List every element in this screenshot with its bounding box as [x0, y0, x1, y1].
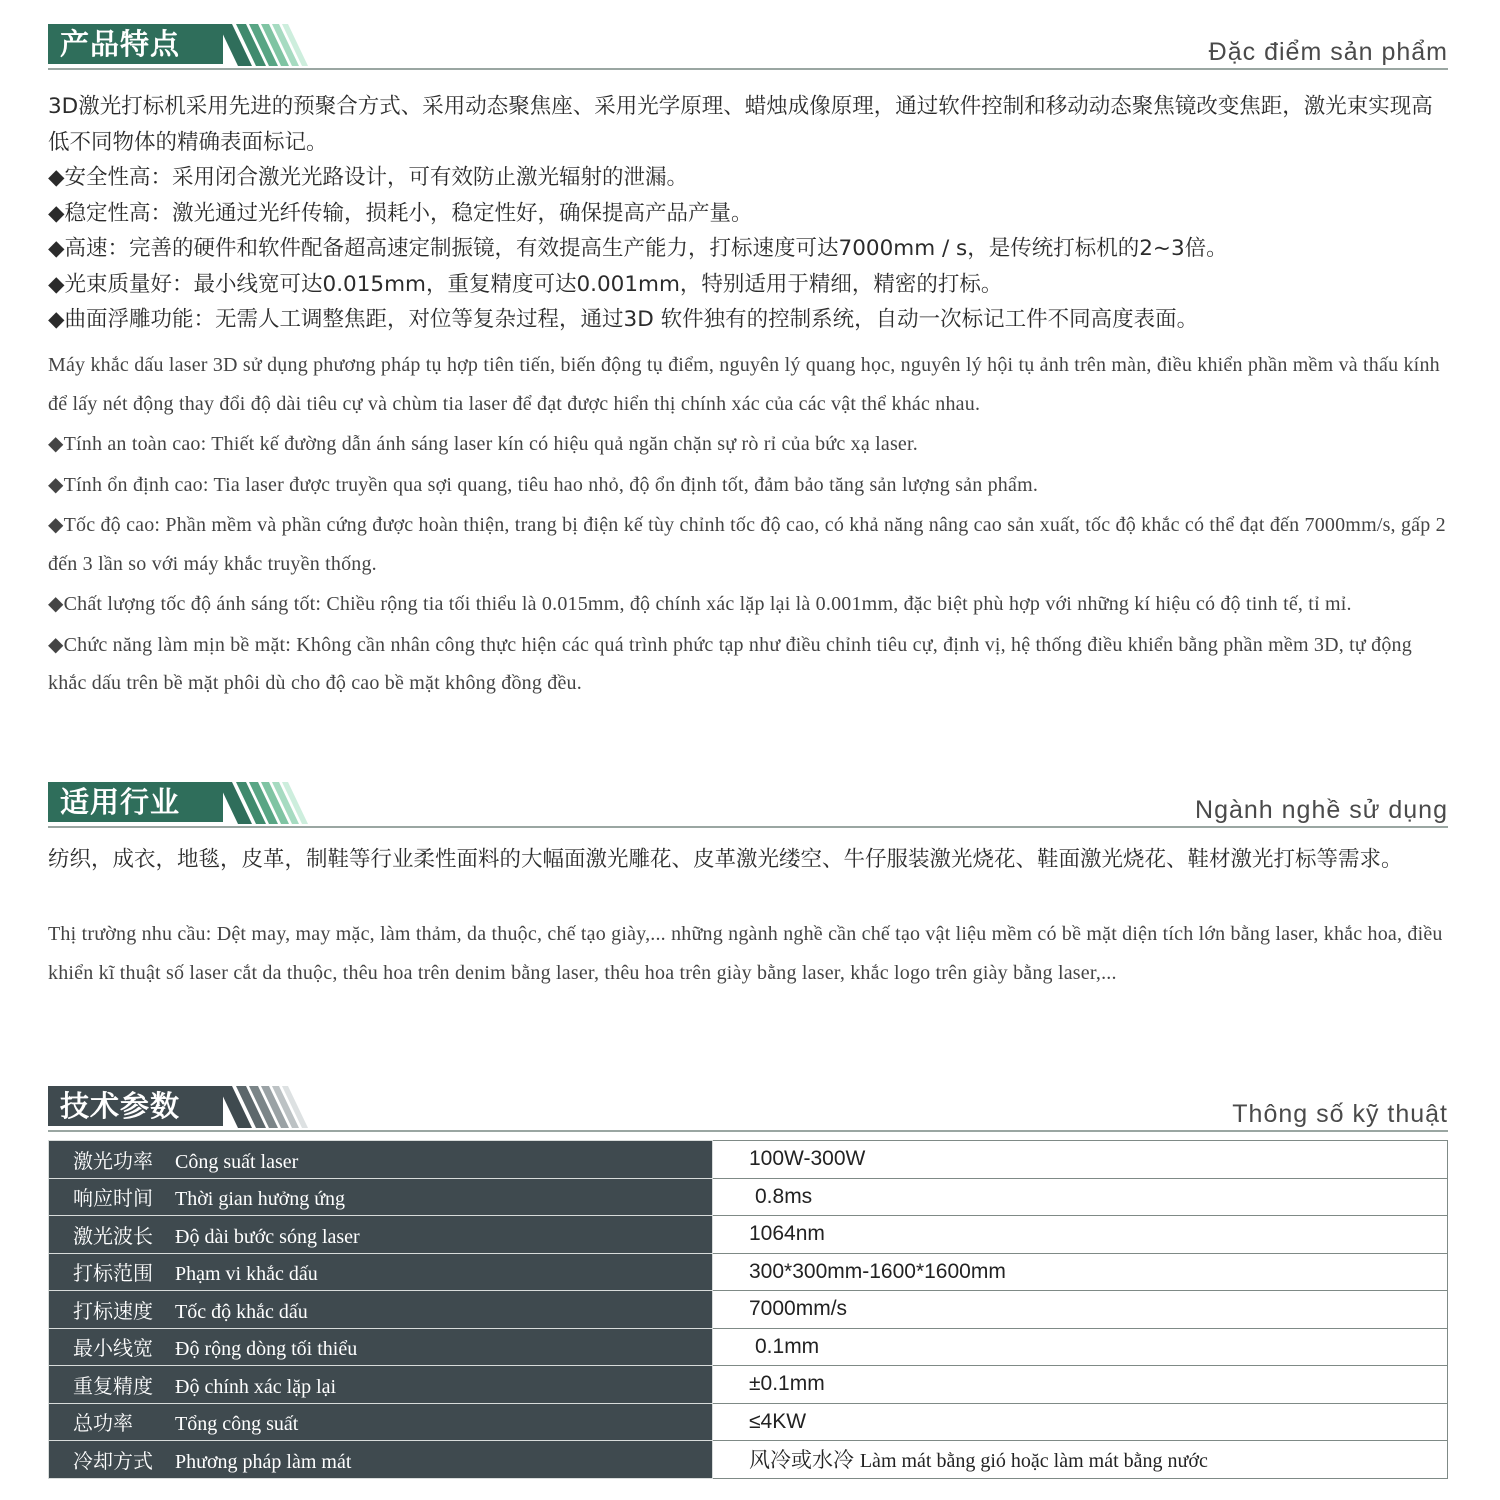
spec-label-vn: Độ chính xác lặp lại: [175, 1375, 337, 1398]
table-row: [49, 1141, 1448, 1179]
spec-label-cn: 冷却方式: [73, 1448, 153, 1473]
cn-bullet: ◆高速：完善的硬件和软件配备超高速定制振镜，有效提高生产能力，打标速度可达7000mm / s，是传统打标机的2~3倍。: [48, 236, 1228, 261]
cn-bullet: ◆曲面浮雕功能：无需人工调整焦距，对位等复杂过程，通过3D 软件独有的控制系统，自动一次标记工件不同高度表面。: [48, 307, 1199, 332]
spec-value: [713, 1178, 1448, 1216]
spec-label: [49, 1366, 713, 1404]
cn-bullet: ◆安全性高：采用闭合激光光路设计，可有效防止激光辐射的泄漏。: [48, 165, 689, 190]
stripe-decoration: [218, 1086, 338, 1128]
table-row: [49, 1291, 1448, 1329]
spec-label: [49, 1178, 713, 1216]
spec-value-text: 风冷或水冷: [749, 1449, 854, 1473]
spec-label-cn: 响应时间: [73, 1186, 153, 1211]
table-row: [49, 1178, 1448, 1216]
spec-label: [49, 1253, 713, 1291]
spec-label-cn: 最小线宽: [73, 1336, 153, 1361]
vn-bullet: ◆Chức năng làm mịn bề mặt: Không cần nhân công thực hiện các quá trình phức tạp như điều chỉnh tiêu cự, định vị, hệ thống điều khiển bằng phần mềm 3D, tự động khắc dấu trên bề mặt phôi dù cho độ cao bề mặt không đồng đều.: [48, 633, 1412, 694]
spec-value-text: 1064nm: [749, 1222, 825, 1246]
vn-paragraph: Thị trường nhu cầu: Dệt may, may mặc, làm thảm, da thuộc, chế tạo giày,... những ngành nghề cần chế tạo vật liệu mềm có bề mặt diện tích lớn bằng laser, khắc hoa, điều khiển kĩ thuật số laser cắt da thuộc, thêu hoa trên denim bằng laser, thêu hoa trên giày bằng laser, khắc logo trên giày bằng laser,...: [48, 923, 1443, 984]
stripe-decoration: [218, 24, 338, 66]
spec-label: [49, 1216, 713, 1254]
spec-label-vn: Độ dài bước sóng laser: [175, 1225, 360, 1248]
features-vn-text: [48, 346, 1450, 703]
stripe-decoration: [218, 782, 338, 824]
spec-value: [713, 1216, 1448, 1254]
vn-bullet: ◆Tính ổn định cao: Tia laser được truyền qua sợi quang, tiêu hao nhỏ, độ ổn định tốt, đảm bảo tăng sản lượng sản phẩm.: [48, 473, 1039, 496]
cn-bullet: ◆光束质量好：最小线宽可达0.015mm，重复精度可达0.001mm，特别适用于精细，精密的打标。: [48, 271, 1003, 297]
spec-label-cn: 重复精度: [73, 1373, 153, 1398]
spec-label-vn: Tốc độ khắc dấu: [175, 1300, 308, 1323]
spec-label-cn: 打标范围: [73, 1261, 153, 1286]
spec-value-note: Làm mát bằng gió hoặc làm mát bằng nước: [859, 1450, 1208, 1473]
cn-paragraph: 纺织，成衣，地毯，皮革，制鞋等行业柔性面料的大幅面激光雕花、皮革激光缕空、牛仔服装激光烧花、鞋面激光烧花、鞋材激光打标等需求。: [48, 847, 1403, 872]
spec-label-vn: Độ rộng dòng tối thiểu: [175, 1338, 358, 1361]
spec-value: [713, 1291, 1448, 1329]
table-row: [49, 1366, 1448, 1404]
header-divider: [48, 1130, 1448, 1132]
vn-paragraph: Máy khắc dấu laser 3D sử dụng phương pháp tụ hợp tiên tiến, biến động tụ điểm, nguyên lý quang học, nguyên lý hội tụ ảnh trên màn, điều khiển phần mềm và thấu kính để lấy nét động thay đổi độ dài tiêu cự và chùm tia laser để đạt được hiển thị chính xác của các vật thể khác nhau.: [48, 354, 1440, 415]
spec-value-text: 300*300mm-1600*1600mm: [749, 1259, 1006, 1283]
spec-label-cn: 激光功率: [73, 1148, 153, 1173]
table-row: [49, 1216, 1448, 1254]
spec-value: [713, 1403, 1448, 1441]
spec-label: [49, 1403, 713, 1441]
spec-label-vn: Công suất laser: [175, 1150, 299, 1173]
spec-label: [49, 1141, 713, 1179]
vn-bullet: ◆Chất lượng tốc độ ánh sáng tốt: Chiều rộng tia tối thiểu là 0.015mm, độ chính xác lặp lại là 0.001mm, đặc biệt phù hợp với những kí hiệu có độ tinh tế, tỉ mỉ.: [48, 593, 1352, 615]
spec-value: [713, 1441, 1448, 1479]
table-row: [49, 1253, 1448, 1291]
cn-paragraph: 3D激光打标机采用先进的预聚合方式、采用动态聚焦座、采用光学原理、蜡烛成像原理，通过软件控制和移动动态聚焦镜改变焦距，激光束实现高低不同物体的精确表面标记。: [48, 94, 1433, 155]
spec-label-vn: Tổng công suất: [175, 1413, 299, 1436]
features-cn-text: [48, 89, 1450, 338]
spec-value: [713, 1141, 1448, 1179]
spec-value-text: ≤4KW: [749, 1409, 807, 1433]
specs-cn-title: 技术参数: [48, 1086, 223, 1126]
spec-value: [713, 1328, 1448, 1366]
spec-value-text: 7000mm/s: [749, 1297, 848, 1321]
vn-bullet: ◆Tốc độ cao: Phần mềm và phần cứng được hoàn thiện, trang bị điện kế tùy chỉnh tốc độ cao, có khả năng nâng cao sản xuất, tốc độ khắc có thể đạt đến 7000mm/s, gấp 2 đến 3 lần so với máy khắc truyền thống.: [48, 514, 1446, 575]
spec-label-vn: Phạm vi khắc dấu: [175, 1263, 318, 1286]
industries-cn-title: 适用行业: [48, 782, 223, 822]
spec-label-vn: Phương pháp làm mát: [175, 1450, 352, 1473]
spec-value-text: 0.1mm: [755, 1334, 820, 1358]
table-row: [49, 1403, 1448, 1441]
industries-vn-text: [48, 915, 1450, 992]
spec-label-cn: 打标速度: [73, 1298, 153, 1323]
header-divider: [48, 826, 1448, 828]
cn-bullet: ◆稳定性高：激光通过光纤传输，损耗小，稳定性好，确保提高产品产量。: [48, 200, 753, 226]
spec-label-vn: Thời gian hưởng ứng: [175, 1188, 346, 1211]
vn-bullet: ◆Tính an toàn cao: Thiết kế đường dẫn ánh sáng laser kín có hiệu quả ngăn chặn sự rò rỉ của bức xạ laser.: [48, 433, 918, 455]
features-vn-title: Đặc điểm sản phẩm: [1208, 38, 1448, 66]
table-row: [49, 1328, 1448, 1366]
spec-label: [49, 1441, 713, 1479]
spec-value-text: 100W-300W: [749, 1147, 866, 1171]
spec-label-cn: 激光波长: [73, 1223, 153, 1248]
specs-table: [48, 1140, 1448, 1479]
spec-value: [713, 1253, 1448, 1291]
spec-label: [49, 1291, 713, 1329]
spec-value-text: 0.8ms: [755, 1184, 813, 1208]
industries-vn-title: Ngành nghề sử dụng: [1195, 796, 1448, 824]
industries-cn-text: [48, 842, 1450, 878]
spec-value-text: ±0.1mm: [749, 1372, 825, 1396]
spec-label: [49, 1328, 713, 1366]
header-divider: [48, 68, 1448, 70]
specs-vn-title: Thông số kỹ thuật: [1232, 1100, 1448, 1128]
spec-value: [713, 1366, 1448, 1404]
features-cn-title: 产品特点: [48, 24, 223, 64]
table-row: [49, 1441, 1448, 1479]
spec-label-cn: 总功率: [73, 1411, 133, 1436]
